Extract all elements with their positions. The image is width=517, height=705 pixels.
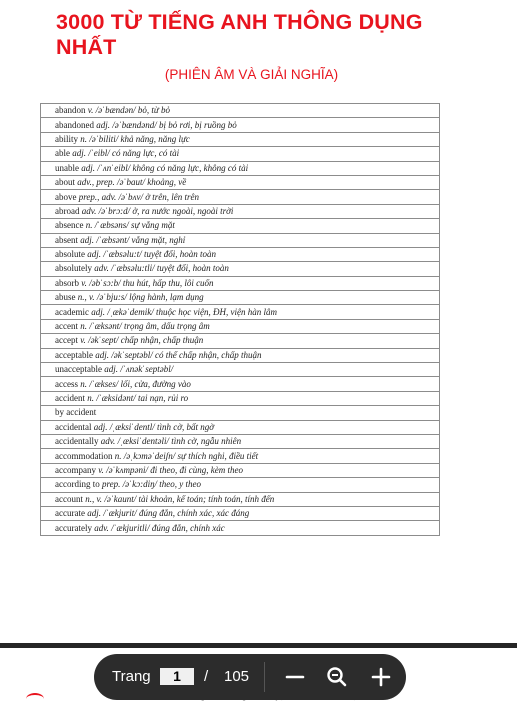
vocab-entry (41, 104, 440, 118)
zoom-in-button[interactable] (368, 664, 394, 690)
entry-definition: /ˌæksiˈdentl/ tình cờ, bất ngờ (107, 421, 215, 432)
entry-word: abroad (55, 205, 82, 216)
page-title: 3000 TỪ TIẾNG ANH THÔNG DỤNG NHẤT (56, 10, 423, 59)
vocab-row (41, 247, 440, 261)
entry-definition: /əbˈsɔ:b/ thu hút, hấp thu, lôi cuốn (86, 277, 214, 288)
vocab-entry (41, 449, 440, 463)
vocab-entry (41, 291, 440, 305)
vocab-entry (41, 420, 440, 434)
vocab-row (41, 348, 440, 362)
entry-word: abuse (55, 292, 78, 303)
entry-word: accurately (55, 522, 95, 533)
entry-definition: /əˈkaunt/ tài khoản, kế toán; tính toán, tính đến (102, 493, 275, 504)
vocab-row (41, 406, 440, 420)
vocab-entry (41, 319, 440, 333)
entry-definition: /əˈbʌv/ ở trên, lên trên (116, 191, 200, 202)
entry-word: above (55, 191, 79, 202)
entry-pos: prep. (101, 479, 121, 490)
page-number-input[interactable] (160, 668, 194, 685)
vocab-entry (41, 161, 440, 175)
entry-word: unacceptable (55, 364, 105, 375)
entry-pos: n., v. (85, 493, 103, 504)
vocab-row (41, 276, 440, 290)
entry-pos: adv. (81, 205, 97, 216)
vocab-row (41, 204, 440, 218)
vocab-entry (41, 463, 440, 477)
entry-pos: adj. (87, 249, 102, 260)
vocab-entry (41, 334, 440, 348)
pdf-toolbar (94, 654, 406, 700)
vocab-row (41, 262, 440, 276)
entry-word: accommodation (55, 450, 115, 461)
entry-pos: n. (80, 133, 87, 144)
entry-pos: prep., adv. (78, 191, 117, 202)
vocab-entry (41, 506, 440, 520)
entry-word: accidentally (55, 436, 101, 447)
entry-pos: adv., prep. (77, 177, 115, 188)
vocab-row (41, 420, 440, 434)
vocab-row (41, 104, 440, 118)
entry-definition: /əˈbaut/ khoảng, về (114, 177, 187, 188)
entry-pos: adj. (104, 364, 118, 375)
entry-definition: /əˈkɔ:diŋ/ theo, y theo (120, 479, 201, 490)
entry-word: account (55, 493, 86, 504)
vocab-entry (41, 348, 440, 362)
vocab-entry (41, 406, 440, 420)
vocab-row (41, 147, 440, 161)
vocab-row (41, 305, 440, 319)
search-button[interactable] (324, 664, 350, 690)
entry-pos: n. (87, 393, 94, 403)
entry-pos: v. (81, 277, 87, 288)
entry-word: absence (55, 220, 86, 231)
entry-word: accent (55, 321, 81, 332)
entry-word: unable (55, 162, 82, 173)
entry-definition: /ˈækjurit/ đúng đắn, chính xác, xác đáng (101, 508, 250, 519)
entry-definition: /əˈbændən/ bỏ, từ bỏ (93, 105, 170, 116)
entry-pos: n., v. (77, 292, 95, 303)
vocab-entry (41, 363, 440, 377)
entry-pos: adj. (96, 119, 110, 130)
vocab-entry (41, 305, 440, 319)
entry-pos: adj. (72, 148, 87, 159)
entry-pos: adj. (80, 234, 95, 245)
entry-definition: /ˈæbsənt/ vắng mặt, nghỉ (94, 234, 186, 245)
vocabulary-table (40, 103, 440, 536)
vocab-entry (41, 391, 440, 405)
entry-definition: /əkˈsept/ chấp nhận, chấp thuận (85, 335, 204, 346)
entry-word: accident (55, 393, 88, 403)
vocab-row (41, 492, 440, 506)
vocab-row (41, 161, 440, 175)
entry-word: accept (55, 335, 81, 346)
vocab-entry (41, 262, 440, 276)
entry-pos: adv. (94, 522, 109, 533)
entry-word: absent (55, 234, 81, 245)
vocab-row (41, 463, 440, 477)
entry-definition: /əkˈseptəbl/ có thể chấp nhận, chấp thuận (108, 349, 262, 360)
vocab-entry (41, 204, 440, 218)
entry-pos: adv. (100, 436, 116, 447)
vocab-row (41, 132, 440, 146)
page-separator: / (204, 668, 209, 685)
vocab-entry (41, 175, 440, 189)
vocab-entry (41, 377, 440, 391)
entry-pos: v. (98, 464, 104, 475)
vocab-entry (41, 276, 440, 290)
vocab-entry (41, 147, 440, 161)
entry-definition: /ˈæbsəlu:t/ tuyệt đối, hoàn toàn (101, 249, 217, 260)
vocab-row (41, 334, 440, 348)
vocab-row (41, 233, 440, 247)
vocab-row (41, 319, 440, 333)
vocab-row (41, 118, 440, 132)
entry-definition: /əˈbiliti/ khả năng, năng lực (87, 133, 190, 144)
entry-word: accompany (55, 464, 99, 475)
entry-definition: /əˈbju:s/ lộng hành, lạm dụng (94, 292, 204, 303)
vocab-entry (41, 190, 440, 204)
vocab-entry (41, 118, 440, 132)
entry-word: access (55, 378, 81, 389)
vocab-entry (41, 492, 440, 506)
entry-definition: /ˈækjuritli/ đúng đắn, chính xác (108, 522, 225, 533)
entry-pos: adj. (91, 306, 105, 317)
minus-icon (282, 664, 308, 690)
vocab-row (41, 219, 440, 233)
entry-definition: /əˈbændənd/ bị bỏ rơi, bị ruồng bỏ (110, 119, 237, 130)
entry-definition: /ˈæksidənt/ tai nạn, rủi ro (93, 393, 189, 403)
page-subtitle: (PHIÊN ÂM VÀ GIẢI NGHĨA) (164, 67, 339, 82)
entry-definition: /ˈʌnəkˈseptəbl/ (117, 364, 174, 375)
entry-pos: adv. (94, 263, 109, 274)
entry-pos: n. (80, 321, 87, 332)
entry-definition: /əˈbrɔ:d/ ở, ra nước ngoài, ngoài trời (96, 205, 234, 216)
entry-word: absorb (55, 277, 82, 288)
entry-definition: /əˌkɔməˈdeiʃn/ sự thích nghi, điều tiết (121, 450, 259, 461)
entry-word: absolutely (55, 263, 95, 274)
magnifier-icon (324, 664, 350, 690)
entry-word: about (55, 177, 78, 188)
entry-pos: adj. (87, 508, 101, 519)
entry-definition: /ˌæksiˈdentəli/ tình cờ, ngẫu nhiên (115, 436, 242, 447)
entry-pos: n. (80, 378, 87, 389)
entry-word: able (55, 148, 73, 159)
vocab-entry (41, 434, 440, 448)
entry-word: acceptable (55, 349, 96, 360)
total-pages: 105 (224, 668, 250, 685)
vocab-row (41, 434, 440, 448)
entry-pos: adj. (81, 162, 96, 173)
footer-logo (26, 693, 44, 705)
vocab-row (41, 391, 440, 405)
zoom-out-button[interactable] (282, 664, 308, 690)
vocab-entry (41, 233, 440, 247)
entry-word: accurate (55, 508, 88, 519)
entry-pos: n. (85, 220, 93, 231)
entry-definition: /ˌækəˈdemik/ thuộc học viện, ĐH, viện hàn lâm (105, 306, 277, 317)
entry-definition: /əˈkʌmpəni/ đi theo, đi cùng, kèm theo (103, 464, 244, 475)
entry-definition: /ˈeibl/ có năng lực, có tài (86, 148, 180, 159)
entry-word: academic (55, 306, 92, 317)
entry-word: according to (55, 479, 102, 490)
entry-definition: /ˈæbsəlu:tli/ tuyệt đối, hoàn toàn (108, 263, 229, 274)
vocab-entry (41, 132, 440, 146)
entry-definition: /ˈʌnˈeibl/ không có năng lực, không có tài (95, 162, 249, 173)
vocab-row (41, 190, 440, 204)
entry-word: ability (55, 133, 81, 144)
vocab-row (41, 175, 440, 189)
entry-pos: v. (80, 335, 86, 346)
vocab-entry (41, 478, 440, 492)
entry-word: by accident (55, 407, 97, 418)
vocab-row (41, 291, 440, 305)
vocab-row (41, 506, 440, 520)
entry-word: absolute (55, 249, 88, 260)
entry-pos: n. (114, 450, 122, 461)
vocab-entry (41, 521, 440, 535)
plus-icon (368, 664, 394, 690)
entry-definition: /ˈæksənt/ trọng âm, dấu trọng âm (86, 321, 210, 332)
vocab-row (41, 521, 440, 535)
vocab-row (41, 478, 440, 492)
entry-pos: adj. (93, 421, 108, 432)
entry-pos: adj. (95, 349, 109, 360)
vocab-row (41, 377, 440, 391)
vocab-entry (41, 247, 440, 261)
entry-word: abandoned (55, 119, 97, 130)
entry-pos: v. (87, 105, 94, 116)
entry-definition: /ˈækses/ lối, cửa, đường vào (86, 378, 191, 389)
entry-word: accidental (55, 421, 94, 432)
vocab-row (41, 449, 440, 463)
entry-definition: /ˈæbsəns/ sự vắng mặt (92, 220, 175, 231)
entry-word: abandon (55, 105, 88, 116)
toolbar-divider (264, 662, 265, 692)
vocab-entry (41, 219, 440, 233)
vocab-row (41, 363, 440, 377)
page-label: Trang (112, 668, 151, 685)
